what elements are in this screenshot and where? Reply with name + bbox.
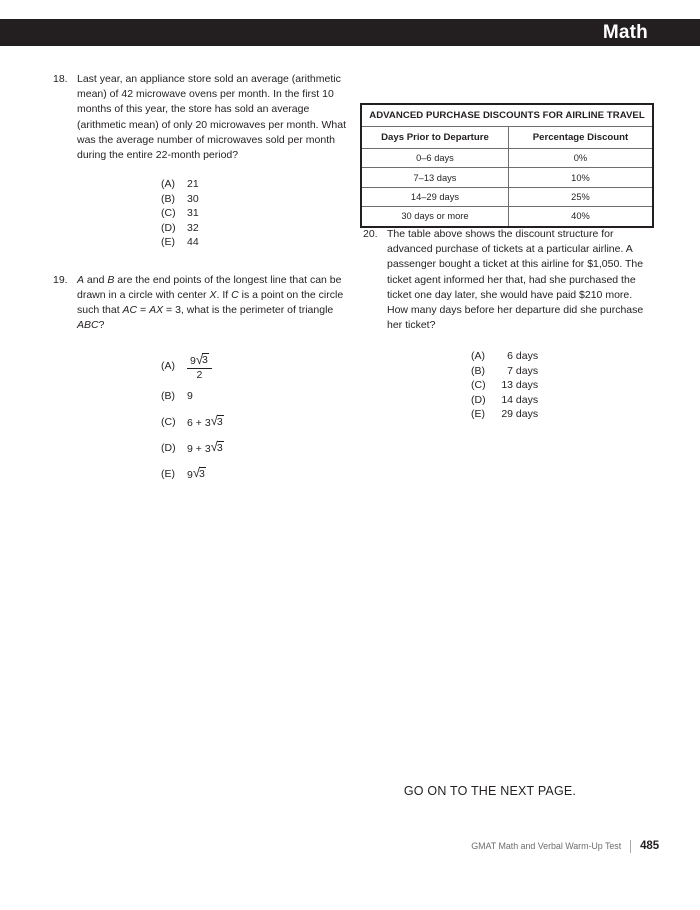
page-number: 485 (640, 840, 659, 852)
left-column (53, 72, 353, 488)
section-header-band (0, 19, 700, 46)
choice-letter: (C) (471, 379, 486, 392)
var-c: C (231, 288, 239, 301)
choice-b[interactable] (161, 384, 353, 410)
choice-c[interactable] (471, 378, 656, 393)
choice-c[interactable] (161, 206, 353, 221)
choice-value (187, 353, 212, 380)
choice-value (497, 349, 538, 364)
fraction (187, 353, 212, 380)
radicand: 3 (198, 467, 205, 480)
choice-number: 6 (507, 350, 513, 363)
choice-value: 9 √ 3 (187, 465, 205, 481)
square-root (193, 467, 206, 480)
choice-value: 6 + 3 √ 3 (187, 413, 223, 429)
page-body (0, 46, 700, 910)
radicand: 3 (216, 415, 223, 428)
choice-letter: (B) (161, 390, 175, 403)
fraction-numerator: 9 √ 3 (190, 351, 208, 368)
footer-divider (630, 840, 631, 853)
var-b: B (107, 273, 115, 286)
radicand: 3 (216, 441, 223, 454)
choice-unit: days (515, 408, 539, 421)
table-row (362, 168, 652, 187)
square-root (196, 353, 209, 366)
choice-value: 21 (187, 178, 199, 191)
radical-sign: √ (192, 465, 200, 481)
question-20 (363, 227, 656, 422)
cell-discount: 10% (508, 168, 652, 187)
cell-discount: 0% (508, 149, 652, 168)
segment-ac: AC (122, 304, 138, 317)
choice-value (497, 364, 538, 379)
choice-letter: (B) (471, 364, 485, 377)
choice-letter: (C) (161, 207, 176, 220)
table-row (362, 187, 652, 206)
answer-choices-20 (471, 349, 656, 422)
choice-e[interactable] (161, 462, 353, 488)
var-x: X (209, 288, 217, 301)
table-title: ADVANCED PURCHASE DISCOUNTS FOR AIRLINE TRAVEL (362, 105, 652, 127)
choice-letter: (E) (161, 236, 175, 249)
choice-d[interactable] (161, 436, 353, 462)
choice-b[interactable] (161, 192, 353, 207)
choice-number: 14 (501, 393, 513, 406)
choice-letter: (E) (471, 408, 485, 421)
choice-letter: (E) (161, 468, 175, 481)
fraction-denominator: 2 (196, 368, 203, 381)
choice-number: 13 (501, 379, 513, 392)
question-text: The table above shows the discount structure for advanced purchase of tickets at a particular airline. A passenger bought a ticket at this airline for $1,050. The ticket agent informed her that, had she purchased the ticket one day later, she would have paid $210 more. How many days before her departure did she purchase her ticket? (387, 228, 644, 332)
choice-unit: days (515, 350, 539, 363)
question-text: A and B are the end points of the longest line that can be drawn in a circle with center X. If C is a point on the circle such that AC = AX = 3, what is the perimeter of triangle ABC? (77, 273, 344, 332)
choice-letter: (D) (161, 221, 176, 234)
choice-value: 9 (187, 390, 193, 403)
cell-discount: 25% (508, 187, 652, 206)
choice-value: 9 + 3 √ 3 (187, 439, 223, 455)
page-title: Math (602, 22, 648, 43)
choice-b[interactable] (471, 364, 656, 379)
question-text: Last year, an appliance store sold an average (arithmetic mean) of 42 microwave ovens per month. In the first 10 months of this year, the store has sold an average (arithmetic mean) of only 20 microwaves per month. What was the average number of microwaves sold per month during the entire 22-month period? (77, 73, 347, 162)
cell-days: 7–13 days (362, 168, 508, 187)
square-root (211, 415, 224, 428)
choice-e[interactable] (471, 407, 656, 422)
cell-days: 0–6 days (362, 149, 508, 168)
question-number: 18. (53, 73, 68, 85)
choice-unit: days (515, 393, 539, 406)
choice-a[interactable] (161, 177, 353, 192)
choice-letter: (A) (161, 360, 175, 373)
choice-letter: (C) (161, 416, 176, 429)
table-row (362, 207, 652, 226)
choice-a[interactable] (161, 350, 353, 384)
choice-number: 7 (507, 364, 513, 377)
choice-letter: (A) (161, 178, 175, 191)
question-number: 20. (363, 228, 378, 240)
go-on-notice (0, 784, 700, 798)
choice-letter: (B) (161, 192, 175, 205)
table-row (362, 149, 652, 168)
triangle-abc: ABC (77, 319, 99, 332)
choice-value (497, 393, 538, 408)
book-title: GMAT Math and Verbal Warm-Up Test (471, 840, 622, 852)
column-header-discount: Percentage Discount (508, 127, 652, 149)
table-header-row (362, 127, 652, 149)
question-number: 19. (53, 273, 68, 286)
choice-d[interactable] (471, 393, 656, 408)
cell-days: 14–29 days (362, 187, 508, 206)
choice-a[interactable] (471, 349, 656, 364)
go-on-text: GO ON TO THE NEXT PAGE. (403, 784, 577, 798)
choice-value (497, 407, 538, 422)
radical-sign: √ (210, 413, 218, 429)
answer-choices-19 (161, 350, 353, 488)
page-footer (460, 838, 659, 854)
segment-ax: AX (149, 304, 164, 317)
choice-value: 32 (187, 221, 199, 234)
choice-value (497, 378, 538, 393)
choice-unit: days (515, 379, 539, 392)
var-a: A (77, 273, 85, 286)
choice-c[interactable] (161, 410, 353, 436)
radical-sign: √ (210, 439, 218, 455)
choice-unit: days (515, 364, 539, 377)
choice-value: 44 (187, 236, 199, 249)
choice-e[interactable] (161, 235, 353, 250)
choice-letter: (D) (161, 442, 176, 455)
cell-discount: 40% (508, 207, 652, 226)
choice-letter: (A) (471, 350, 485, 363)
choice-value: 30 (187, 192, 199, 205)
table-title-row (362, 105, 652, 127)
answer-choices-18 (161, 177, 353, 250)
discount-table (360, 103, 654, 228)
square-root (211, 441, 224, 454)
choice-value: 31 (187, 207, 199, 220)
choice-letter: (D) (471, 393, 486, 406)
radical-sign: √ (195, 351, 203, 367)
radicand: 3 (201, 354, 208, 367)
column-header-days: Days Prior to Departure (362, 127, 508, 149)
choice-d[interactable] (161, 221, 353, 236)
question-19 (53, 273, 353, 488)
cell-days: 30 days or more (362, 207, 508, 226)
choice-number: 29 (501, 408, 513, 421)
question-18 (53, 72, 353, 250)
